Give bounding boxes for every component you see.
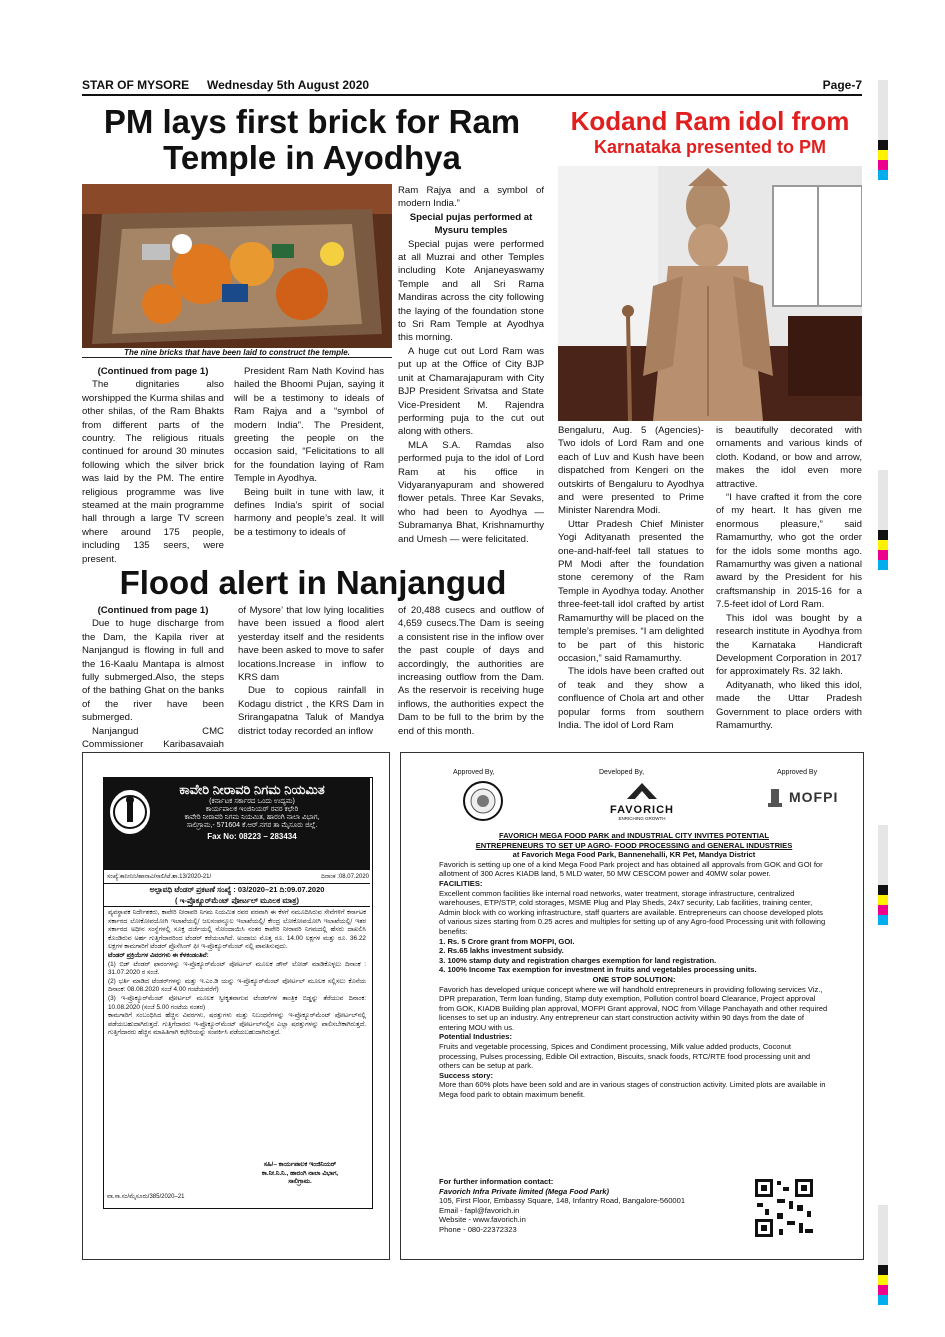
page-header: [82, 76, 862, 96]
fav-one-stop: Favorich has developed unique concept where we will handhold entrepreneurs in providing following services Viz., DPR preparation, Term loan funding, Stamp duty exemption, Pollution control board Clearance, Project approval from GOK, KIADB Building plan approval, MOFPI Grant approval, NOC from Village Panchayath and other required licenses to set up an industry. Any entrepreneur can start construction activity within 90 days from the date of entering MOU with us.: [439, 984, 828, 1032]
tender-signature: [233, 1161, 367, 1187]
story2-col1: [558, 424, 704, 732]
paper-name: STAR OF MYSORE: [82, 78, 190, 92]
continued-note: (Continued from page 1): [97, 366, 209, 377]
continued-note: (Continued from page 1): [97, 605, 209, 616]
story3-col2: [238, 604, 384, 738]
approved-label: Approved By,: [453, 769, 495, 776]
fav-potential-head: Potential Industries:: [439, 1032, 512, 1042]
contact-company: Favorich Infra Private limited (Mega Food Park): [439, 1186, 610, 1196]
photo-caption: The nine bricks that have been laid to construct the temple.: [82, 348, 392, 358]
tender-body: [108, 909, 366, 1038]
paragraph: This idol was bought by a research institute in Ayodhya from the Karnataka Handicraft Development Corporation in 2017 for approximately Rs. 32 lakh.: [716, 612, 862, 678]
tender-org-sub: (ಕರ್ನಾಟಕ ಸರ್ಕಾರದ ಒಂದು ಉದ್ಯಮ): [209, 798, 295, 805]
favorich-brand: FAVORICH: [609, 804, 675, 816]
fav-intro: Favorich is setting up one of a kind Mega Food Park project and has obtained all approvals from GOK and GOI for allotment of 300 Acres KIADB land, 5 MLD water, 50 MW CESCOM power and 40MW solar power.: [439, 859, 823, 879]
favorich-contact: [439, 1177, 759, 1235]
fav-facilities-head: FACILITIES:: [439, 878, 483, 888]
tender-ref-date: ದಿನಾಂಕ :08.07.2020: [320, 874, 369, 880]
tender-notice-title: [104, 883, 370, 907]
tender-ref: ಸಂಖ್ಯೆ:ಕಾನೀನಿನಿ/ಹಾನಾವಿ/ಸಾಲಿ/ಟೆ.ಶಾ.13/2020-21/: [107, 874, 212, 880]
qr-code-icon[interactable]: [753, 1177, 815, 1239]
fav-benefit: 2. Rs.65 lakhs investment subsidy.: [439, 946, 564, 956]
idol-photo: [558, 166, 862, 421]
tender-ad: [82, 752, 390, 1260]
subhead: Mysuru temples: [434, 225, 508, 237]
emblem-art: [110, 790, 150, 834]
paragraph: MLA S.A. Ramdas also performed puja to the idol of Lord Ram at his office in Vidyaranyapuram and showered flower petals. Three Kar Sevaks, who had been to Ayodhya — Subramanya Bhat, Krishnamurthy and Umesh — were felicitated.: [398, 439, 544, 545]
fav-one-stop-head: ONE STOP SOLUTION:: [592, 974, 676, 984]
paragraph: Due to huge discharge from the Dam, the Kapila river at Nanjangud is flowing in full and the 16-Kaalu Mantapa is almost fully submerged.Also, the steps of the bathing Ghat on the banks of the river have been submerged.: [82, 618, 224, 724]
tender-footer-ref: ವಾ.ಸಾ.ಸಂ/ಮೈಸೂರು/385/2020–21: [107, 1194, 185, 1200]
favorich-logo-row: [439, 769, 839, 821]
tender-ref-row: [107, 873, 369, 882]
bricks-photo: [82, 184, 392, 348]
fav-benefit: 1. Rs. 5 Crore grant from MOFPI, GOI.: [439, 936, 575, 946]
approved-label: Approved By: [777, 769, 818, 776]
favorich-body: [439, 831, 829, 1100]
tender-fax: Fax No: 08223 – 283434: [207, 832, 297, 841]
paragraph: Bengaluru, Aug. 5 (Agencies)- Two idols of Lord Ram and one each of Luv and Kush have been dispatched from Kengeri on the outskirts of Bengaluru to Ayodhya and were presented to Prime Minister Narendra Modi.: [558, 425, 704, 517]
gok-emblem-art: [465, 783, 501, 819]
paragraph: The idols have been crafted out of teak and they show a confluence of Chola art and other popular forms from southern India. The idol of Lord Ram: [558, 666, 704, 731]
contact-head: For further information contact:: [439, 1177, 554, 1186]
issue-date: Wednesday 5th August 2020: [207, 78, 370, 92]
subhead: Special pujas performed at: [409, 211, 533, 223]
page-number: Page-7: [822, 78, 862, 92]
tender-org-title: ಕಾವೇರಿ ನೀರಾವರಿ ನಿಗಮ ನಿಯಮಿತ: [179, 782, 325, 797]
tender-schedule-item: (3) ಇ-ಪ್ರೊಕ್ಯೂರ್‌ಮೆಂಟ್ ಪೋರ್ಟಲ್ ಮೂಲಕ ಸ್ವೀಕೃತವಾಗುವ ಟೆಂಡರ್‌ಗಳ ತಾಂತ್ರಿಕ ಬಿಡ್ಡನ್ನು ತೆರೆಯುವ ದಿನಾಂಕ: 10.08.2020 (ಸಂಜೆ 5.00 ಗಂಟೆಯ ನಂತರ): [108, 994, 366, 1011]
story1-col3: [398, 184, 544, 546]
fav-success-head: Success story:: [439, 1070, 494, 1080]
fav-potential: Fruits and vegetable processing, Spices and Condiment processing, Milk value added products, Coconut processing, Pulses processing, Edible Oil extraction, Biscuits, snack foods, RTC/RTE food processing unit and others can be setup at park.: [439, 1042, 811, 1071]
signature-line: ಸಹಿ/– ಕಾರ್ಯಪಾಲಕ ಇಂಜಿನಿಯರ್: [263, 1161, 337, 1168]
story1-headline: [82, 104, 542, 176]
signature-line: ಸಾಲಿಗ್ರಾಮ.: [288, 1178, 312, 1186]
paragraph: Adityanath, who liked this idol, made the Uttar Pradesh Government to place orders with Ramamurthy.: [716, 679, 862, 731]
favorich-tagline: ENRICHING GROWTH: [618, 816, 666, 821]
paragraph: Nanjangud CMC Commissioner Karibasavaiah: [82, 725, 224, 751]
tender-notice-line: ( ಇ-ಪ್ರೊಕ್ಯೂರ್‌ಮೆಂಟ್ ಪೋರ್ಟಲ್ ಮೂಲಕ ಮಾತ್ರ): [175, 896, 299, 905]
paragraph: of 20,488 cusecs and outflow of 4,659 cusecs.The Dam is seeing a consistent rise in the inflow over the past couple of days and accordingly, the authorities are increasing outflow from the Dam. As the reservoir is receiving huge inflows, the authorities expect the Dam to be full to the brim by the end of this month.: [398, 605, 544, 737]
tender-org-sub: ಸಾಲಿಗ್ರಾಮ,- 571604 ಕೆ.ಆರ್.ನಗರ ತಾ ಮೈಸೂರು ಜಿಲ್ಲೆ.: [186, 822, 318, 829]
bricks-photo-art: [82, 184, 392, 348]
tender-schedule-item: (2) ಭರ್ತಿ ಮಾಡಿದ ಟೆಂಡರ್‌ಗಳನ್ನು ಮತ್ತು ಇ.ಎಂ.ಡಿ ಯನ್ನು ಇ-ಪ್ರೊಕ್ಯೂರ್‌ಮೆಂಟ್ ಪೋರ್ಟಲ್ ಮೂಲಕ ಸಲ್ಲಿಸಲು ಕೊನೆಯ ದಿನಾಂಕ: 08.08.2020 ಸಂಜೆ 4.00 ಗಂಟೆಯವರೆಗೆ): [108, 977, 366, 994]
paragraph: Being built in tune with law, it defines India’s spirit of social harmony and people’s zeal. It will be a testimony to ideals of: [234, 486, 384, 538]
india-emblem-art: [765, 787, 785, 811]
india-emblem-icon: [765, 787, 785, 811]
paragraph: The dignitaries also worshipped the Kurma shilas and other shilas, of the Ram Bhakts from different parts of the country. The religious rituals continued for around 30 minutes following which the silver brick was laid by the PM. The entire religious programme was live steamed at the main programme hall through a large TV screen where around 175 people, including 135 seers, were present.: [82, 379, 224, 565]
gok-emblem-icon: [463, 781, 503, 821]
contact-website: Website - www.favorich.in: [439, 1215, 526, 1225]
paragraph: of Mysore’ that low lying localities have been issued a flood alert yesterday itself and the residents have been asked to move to safer locations.Increase in inflow to KRS dam: [238, 605, 384, 684]
paragraph: A huge cut out Lord Ram was put up at the Office of City BJP unit at Chamarajapuram with City BJP President Srivatsa and State Vice-President M. Rajendra performing puja to the cut out along with others.: [398, 345, 544, 438]
headline-line: Karnataka presented to PM: [593, 137, 827, 157]
story3-col1: [82, 604, 224, 765]
favorich-logo-icon: [627, 783, 657, 799]
contact-email: Email - fapl@favorich.in: [439, 1205, 520, 1215]
story3-headline: Flood alert in Nanjangud: [119, 564, 507, 601]
paragraph: Ram Rajya and a symbol of modern India.”: [398, 185, 544, 210]
paragraph: Due to copious rainfall in Kodagu district , the KRS Dam in Srirangapatna Taluk of Mandya district today recorded an inflow: [238, 685, 384, 737]
fav-title: at Favorich Mega Food Park, Bannenehalli, KR Pet, Mandya District: [512, 850, 756, 860]
headline-line: Temple in Ayodhya: [163, 139, 461, 176]
contact-phone: Phone - 080-22372323: [439, 1224, 517, 1234]
fav-benefit: 3. 100% stamp duty and registration charges exemption for land registration.: [439, 955, 717, 965]
fav-facilities: Excellent common facilities like internal road networks, water treatment, storage infrastructure, centralized warehouses, ETP/STP, cold storages, MSME Plug and Play Sheds, 24x7 security, Lab facilities, training center, Admin block with co working infrastructure, staff quarters are available. Entrepreneurs can choose developed plots of various sizes starting from 0.25 acres and multiples for setting up of any Agro-food Processing unit with following benefits:: [439, 888, 826, 936]
developed-label: Developed By,: [599, 769, 645, 776]
signature-line: ಕಾ.ನೀ.ನಿ.ನಿ., ಹಾರಂಗಿ ನಾಲಾ ವಿಭಾಗ,: [261, 1169, 339, 1177]
favorich-ad: [400, 752, 864, 1260]
headline-line: Kodand Ram idol from: [570, 106, 850, 136]
paragraph: President Ram Nath Kovind has hailed the Bhoomi Pujan, saying it will be a testimony to ideals of Ram Rajya and a “symbol of modern India”. The President, greeting the people on the occasion said, “Felicitations to all for the foundation laying of Ram Temple in Ayodhya.: [234, 366, 384, 485]
qr-code-art: [753, 1177, 815, 1239]
emblem-icon: [110, 790, 150, 834]
favorich-logo: [607, 783, 677, 821]
contact-address: 105, First Floor, Embassy Square, 148, Infantry Road, Bangalore-560001: [439, 1196, 686, 1206]
paragraph: Uttar Pradesh Chief Minister Yogi Adityanath presented the one-and-half-feel tall statues to PM Modi after the foundation stone ceremony of the Ram Temple in Ayodhya today. Another three-feet-tall idol crafted by artist Ramamurthy will be placed on the temple’s premises. “I am delighted to be part of this historic occasion,” said Ramamurthy.: [558, 518, 704, 664]
fav-title: ENTREPRENEURS TO SET UP AGRO- FOOD PROCESSING and GENERAL INDUSTRIES: [475, 840, 793, 850]
tender-schedule-item: (1) ಬಿಡ್ ಟೆಂಡರ್ ಫಾರಂಗಳನ್ನು ಇ-ಪ್ರೊಕ್ಯೂರ್‌ಮೆಂಟ್ ಪೋರ್ಟಲ್ ಮೂಲಕ ಡೌನ್ ಲೋಡ್ ಮಾಡಿಕೊಳ್ಳಲು ದಿನಾಂಕ : 31.07.2020 ರ ಸಂಜೆ.: [108, 960, 366, 977]
tender-ad-header: [104, 778, 370, 870]
registration-marks: [878, 80, 888, 1305]
story2-headline: [556, 106, 864, 158]
paragraph: Special pujas were performed at all Muzrai and other Temples including Kote Anjaneyaswamy Temple and all Sri Rama Mandiras across the city following the laying of the foundation stone to Sri Ram Temple at Ayodhya this morning.: [398, 238, 544, 344]
headline-line: PM lays first brick for Ram: [103, 103, 521, 140]
paragraph: is beautifully decorated with ornaments and various kinds of cloth. Kodand, or bow and arrow, makes the idol even more attractive.: [716, 425, 862, 490]
story3-col3: [398, 604, 544, 738]
fav-title: FAVORICH MEGA FOOD PARK and INDUSTRIAL CITY INVITES POTENTIAL: [498, 831, 769, 840]
tender-org-sub: ಕಾರ್ಯಪಾಲಕ ಇಂಜಿನಿಯರ್ ರವರ ಕಛೇರಿ: [205, 806, 299, 813]
story2-col2: [716, 424, 862, 732]
tender-notice-line: ಅಲ್ಪಾವಧಿ ಟೆಂಡರ್ ಪ್ರಕಟಣೆ ಸಂಖ್ಯೆ : 03/2020–21 ದಿ:09.07.2020: [149, 885, 325, 894]
tender-paragraph: ಕಾಮಗಾರಿಗೆ ಸಂಬಂಧಿಸಿದ ಹೆಚ್ಚಿನ ವಿವರಗಳು, ಷರತ್ತುಗಳು ಮತ್ತು ನಿಬಂಧನೆಗಳನ್ನು ಇ-ಪ್ರೊಕ್ಯೂರ್‌ಮೆಂಟ್ ಪೋರ್ಟಲ್‌ನಲ್ಲಿ ಪಡೆಯಬಹುದಾಗಿರುತ್ತದೆ. ಗುತ್ತಿಗೆದಾರರು ಇ-ಪ್ರೊಕ್ಯೂರ್‌ಮೆಂಟ್ ಪೋರ್ಟಲ್‌ನಲ್ಲಿನ ಎಲ್ಲಾ ಷರತ್ತುಗಳನ್ನು ಪಾಲಿಸಬೇಕಾಗಿರುತ್ತದೆ. ಗುತ್ತಿಗೆದಾರರು ಹೆಚ್ಚಿನ ಮಾಹಿತಿಗಾಗಿ ಕಛೇರಿಯನ್ನು ಸಂಪರ್ಕಿಸಿ ಪಡೆಯಬಹುದಾಗಿರುತ್ತದೆ.: [108, 1012, 366, 1037]
tender-paragraph: ವ್ಯವಸ್ಥಾಪಕ ನಿರ್ದೇಶಕರು, ಕಾವೇರಿ ನೀರಾವರಿ ನಿಗಮ ನಿಯಮಿತ ರವರ ಪರವಾಗಿ ಈ ಕೆಳಗೆ ನಮೂದಿಸಿರುವ ಸೇವೆಗಳಿಗೆ ಕರ್ನಾಟಕ ಸರ್ಕಾರದ ಲೋಕೋಪಯೋಗಿ ಇಲಾಖೆಯಲ್ಲಿ/ ಜಲಸಂಪನ್ಮೂಲ ಇಲಾಖೆಯಲ್ಲಿ/ ಕೇಂದ್ರ ಲೋಕೋಪಯೋಗಿ ಇಲಾಖೆಯಲ್ಲಿ/ ಇತರ ಸರ್ಕಾರದ ಅಧೀನ ಸಂಸ್ಥೆಗಳಲ್ಲಿ ಸೂಕ್ತ ದರ್ಜೆಯಲ್ಲಿ ನೋಂದಾಯಿಸಿ ನಂತರ ಕಾವೇರಿ ನೀರಾವರಿ ನಿಗಮದಲ್ಲಿ ಹೆಸರು ದಾಖಲಿಸಿ ಕೊಂಡಿರುವ ಅರ್ಹ ಗುತ್ತಿಗೆದಾರರಿಂದ ಟೆಂಡರ್ ಕರೆಯಲಾಗಿದೆ. ಅಂದಾಜು ಮೊತ್ತ ರೂ. 14.00 ಲಕ್ಷಗಳ ಮತ್ತು ರೂ. 36.22 ಲಕ್ಷಗಳ ಕಾಮಗಾರಿಗೆ ಟೆಂಡರ್ ಪ್ರೊಸೆಸಿಂಗ್ ಫೀ ಇ-ಪ್ರೊಕ್ಯೂರ್‌ಮೆಂಟ್ ನಲ್ಲಿ ಪಾವತಿಸುವುದು.: [108, 909, 366, 951]
mofpi-logo: MOFPI: [789, 789, 839, 805]
tender-schedule-head: ಟೆಂಡರ್ ಪ್ರಕ್ರಿಯೆಗಳ ವಿವರಗಳು ಈ ಕೆಳಕಂಡಂತಿವೆ:: [108, 951, 209, 959]
tender-org-sub: ಕಾವೇರಿ ನೀರಾವರಿ ನಿಗಮ ನಿಯಮಿತ, ಹಾರಂಗಿ ನಾಲಾ ವಿಭಾಗ,: [184, 814, 320, 821]
idol-photo-art: [558, 166, 862, 421]
fav-success: More than 60% plots have been sold and are in various stages of construction activity. Limited plots are available in Mega food park to obtain maximum benefit.: [439, 1080, 826, 1100]
fav-benefit: 4. 100% Income Tax exemption for investment in fruits and vegetables processing units.: [439, 965, 757, 975]
story1-col2: [234, 365, 384, 539]
story1-col1: [82, 365, 224, 566]
paragraph: “I have crafted it from the core of my heart. It has given me enormous pleasure,” said Ramamurthy, who got the order for the idols some months ago. Ramamurthy was given a national award by the President for his craftsmanship in 2015-16 for a 7.5-feet idol of Lord Ram.: [716, 492, 862, 611]
